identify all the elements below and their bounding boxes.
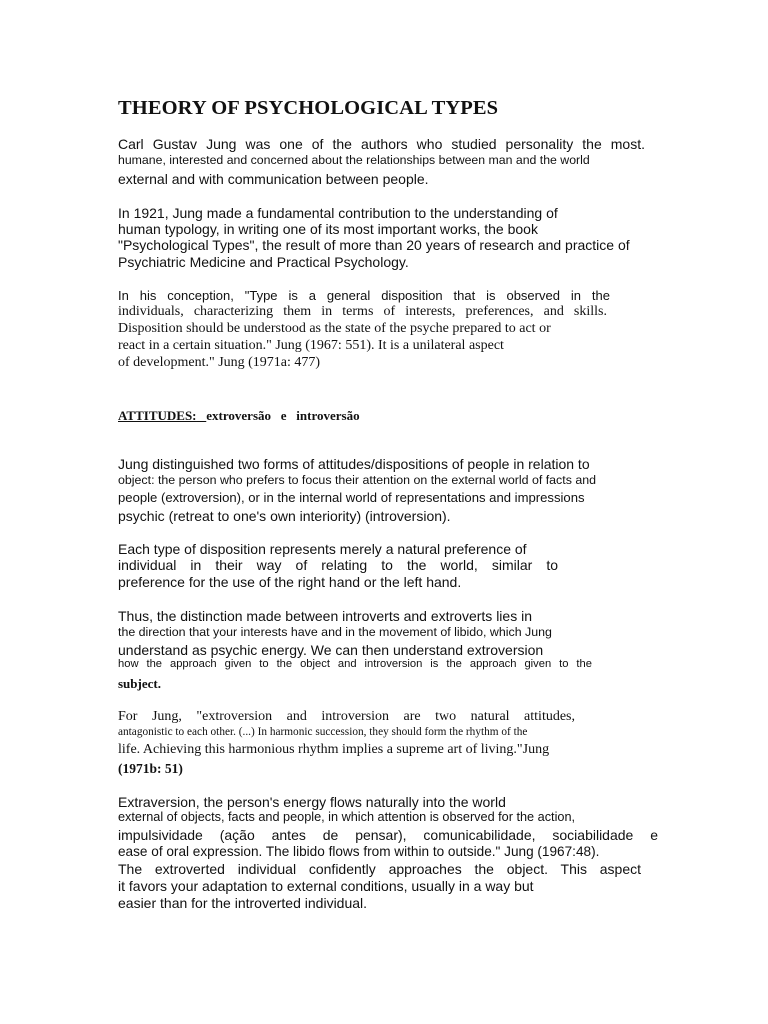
p2-line-3: "Psychological Types", the result of more than 20 years of research and practice of	[118, 237, 630, 253]
p6-line-2: the direction that your interests have and in the movement of libido, which Jung	[118, 625, 552, 639]
p2-line-4: Psychiatric Medicine and Practical Psychology.	[118, 254, 409, 270]
p4-line-3: people (extroversion), or in the internal world of representations and impressions	[118, 490, 585, 505]
p1-line-1: Carl Gustav Jung was one of the authors who studied personality the most.	[118, 136, 645, 152]
p3-line-3: Disposition should be understood as the state of the psyche prepared to act or	[118, 321, 551, 336]
p4-line-2: object: the person who prefers to focus their attention on the external world of facts and	[118, 473, 597, 487]
p8-line-1: Extraversion, the person's energy flows naturally into the world	[118, 794, 506, 810]
p8-line-4: ease of oral expression. The libido flows from within to outside." Jung (1967:48).	[118, 844, 600, 859]
p6-line-4: how the approach given to the object and introversion is the approach given to the	[118, 658, 592, 670]
p7-line-1: For Jung, "extroversion and introversion are two natural attitudes,	[118, 709, 575, 724]
p7-line-2: antagonistic to each other. (...) In harmonic succession, they should form the rhythm of the	[118, 726, 528, 738]
p8-line-2: external of objects, facts and people, in which attention is observed for the action,	[118, 810, 576, 824]
p5-line-2: individual in their way of relating to the world, similar to	[118, 557, 558, 573]
p4-line-1: Jung distinguished two forms of attitudes/dispositions of people in relation to	[118, 456, 590, 472]
p2-line-2: human typology, in writing one of its most important works, the book	[118, 221, 538, 237]
p3-line-4: react in a certain situation." Jung (1967: 551). It is a unilateral aspect	[118, 338, 504, 353]
p6-line-1: Thus, the distinction made between introverts and extroverts lies in	[118, 608, 532, 624]
heading-underline-gap	[197, 408, 207, 423]
p3-line-2: individuals, characterizing them in terms of interests, preferences, and skills.	[118, 304, 607, 319]
p7-line-3: life. Achieving this harmonious rhythm implies a supreme art of living."Jung	[118, 742, 550, 757]
p3-line-1: In his conception, "Type is a general disposition that is observed in the	[118, 288, 610, 303]
attitudes-subtitle: extroversão e introversão	[206, 408, 360, 423]
p4-line-4: psychic (retreat to one's own interiority) (introversion).	[118, 508, 451, 524]
p2-line-1: In 1921, Jung made a fundamental contribution to the understanding of	[118, 205, 558, 221]
p7-line-4: (1971b: 51)	[118, 761, 183, 776]
p1-line-2: humane, interested and concerned about the relationships between man and the world	[118, 153, 590, 167]
p6-line-3: understand as psychic energy. We can then understand extroversion	[118, 642, 544, 658]
p5-line-1: Each type of disposition represents merely a natural preference of	[118, 541, 527, 557]
attitudes-heading	[118, 409, 360, 422]
attitudes-label: ATTITUDES:	[118, 408, 197, 423]
p5-line-3: preference for the use of the right hand or the left hand.	[118, 574, 462, 590]
p8-line-7: easier than for the introverted individual.	[118, 895, 368, 911]
page-title: THEORY OF PSYCHOLOGICAL TYPES	[118, 97, 499, 119]
p8-line-6: it favors your adaptation to external conditions, usually in a way but	[118, 878, 534, 894]
p6-line-5: subject.	[118, 676, 161, 691]
p8-line-3: impulsividade (ação antes de pensar), comunicabilidade, sociabilidade e	[118, 827, 658, 843]
p3-line-5: of development." Jung (1971a: 477)	[118, 355, 321, 370]
p1-line-3: external and with communication between people.	[118, 171, 429, 187]
p8-line-5: The extroverted individual confidently approaches the object. This aspect	[118, 861, 641, 877]
